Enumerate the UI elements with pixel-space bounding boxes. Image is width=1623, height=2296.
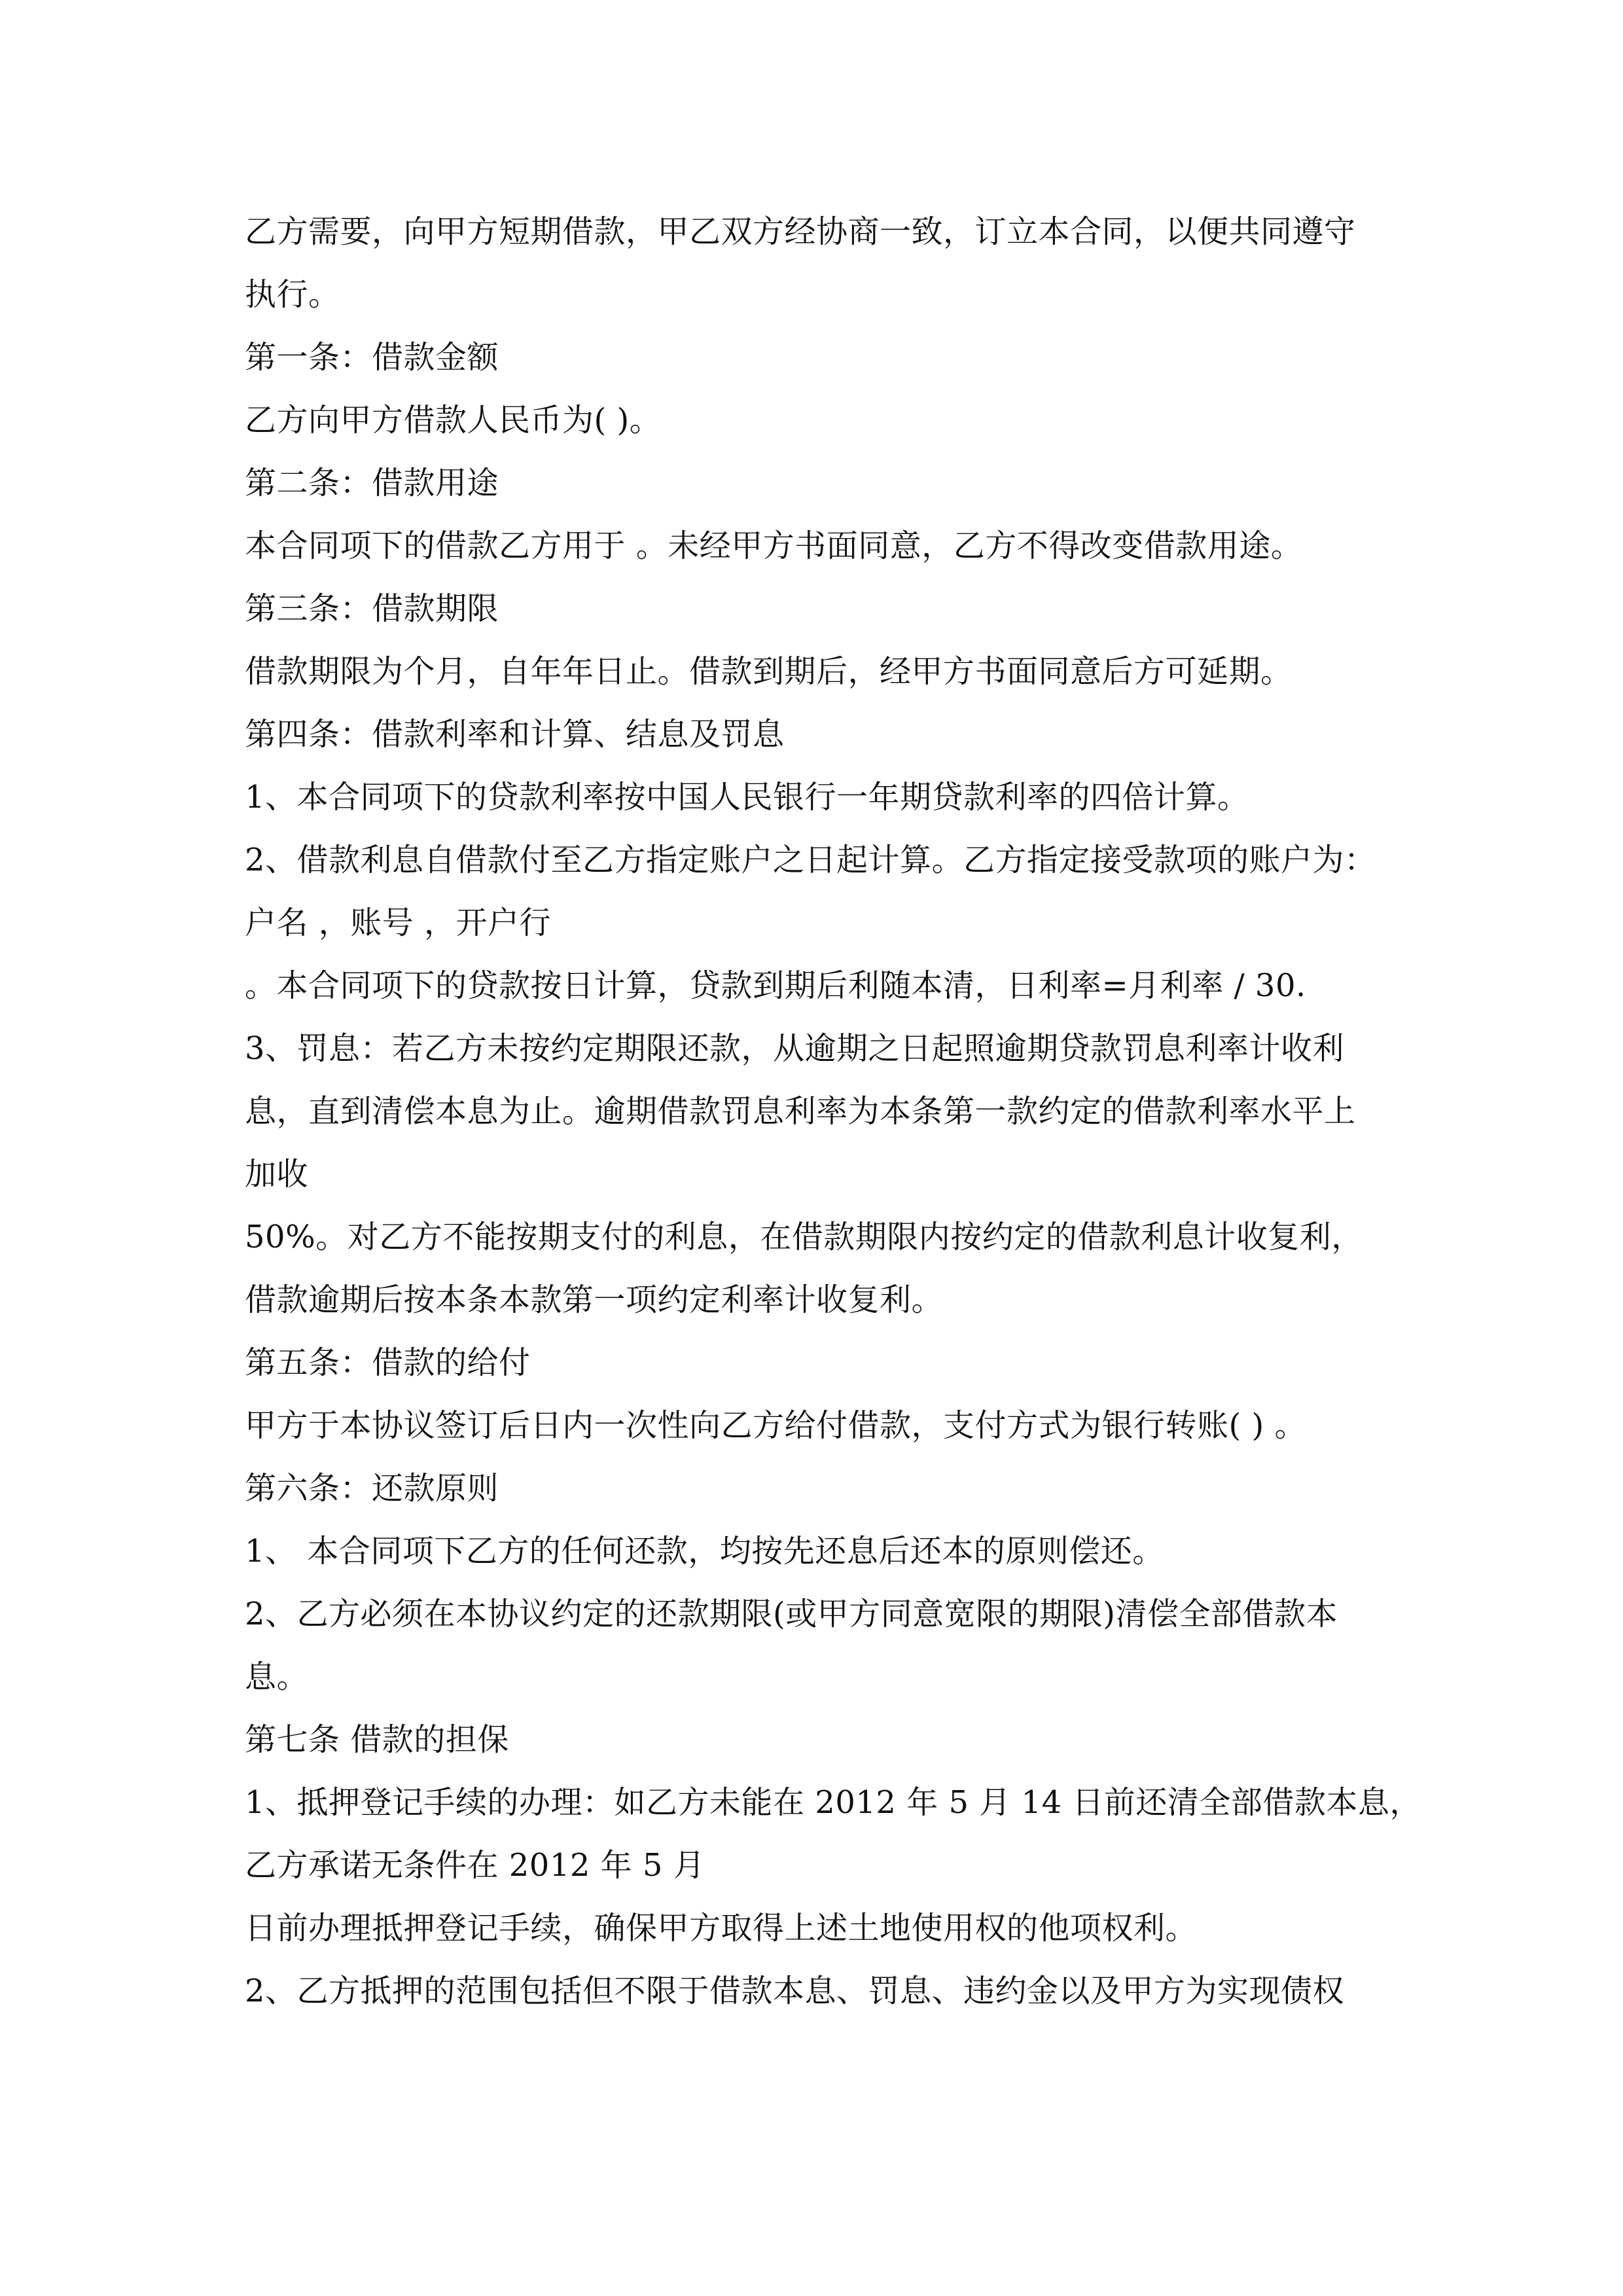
- text-line: 本合同项下的借款乙方用于 。未经甲方书面同意，乙方不得改变借款用途。: [245, 528, 1303, 564]
- text-line: 50%。对乙方不能按期支付的利息，在借款期限内按约定的借款利息计收复利，: [245, 1219, 1363, 1255]
- text-line: 1、本合同项下的贷款利率按中国人民银行一年期贷款利率的四倍计算。: [245, 779, 1249, 816]
- document-body: [245, 200, 1421, 2022]
- section-heading-6: 第六条：还款原则: [245, 1470, 499, 1507]
- text-line: 借款逾期后按本条本款第一项约定利率计收复利。: [245, 1282, 944, 1318]
- text-line: 息，直到清偿本息为止。逾期借款罚息利率为本条第一款约定的借款利率水平上: [245, 1093, 1356, 1130]
- text-line: 3、罚息：若乙方未按约定期限还款，从逾期之日起照逾期贷款罚息利率计收利: [245, 1030, 1345, 1067]
- text-line: 1、 本合同项下乙方的任何还款，均按先还息后还本的原则偿还。: [245, 1533, 1164, 1570]
- text-line: 甲方于本协议签订后日内一次性向乙方给付借款，支付方式为银行转账( ) 。: [245, 1407, 1306, 1444]
- text-line: 1、抵押登记手续的办理：如乙方未能在 2012 年 5 月 14 日前还清全部借款本息，: [245, 1784, 1421, 1821]
- section-heading-3: 第三条：借款期限: [245, 590, 499, 627]
- section-heading-7: 第七条 借款的担保: [245, 1721, 509, 1758]
- text-line: 。本合同项下的贷款按日计算，贷款到期后利随本清，日利率=月利率 / 30.: [245, 967, 1306, 1004]
- section-heading-5: 第五条：借款的给付: [245, 1344, 531, 1381]
- text-line: 户名 ，账号 ，开户行: [245, 905, 552, 941]
- section-heading-2: 第二条：借款用途: [245, 465, 499, 501]
- text-line: 乙方需要，向甲方短期借款，甲乙双方经协商一致，订立本合同，以便共同遵守: [245, 213, 1356, 250]
- text-line: 执行。: [245, 276, 340, 313]
- text-line: 2、乙方抵押的范围包括但不限于借款本息、罚息、违约金以及甲方为实现债权: [245, 1973, 1345, 2009]
- section-heading-4: 第四条：借款利率和计算、结息及罚息: [245, 716, 785, 753]
- text-line: 乙方向甲方借款人民币为( )。: [245, 402, 662, 439]
- text-line: 加收: [245, 1156, 309, 1193]
- text-line: 借款期限为个月，自年年日止。借款到期后，经甲方书面同意后方可延期。: [245, 653, 1293, 690]
- text-line: 息。: [245, 1659, 309, 1695]
- text-line: 乙方承诺无条件在 2012 年 5 月: [245, 1847, 705, 1884]
- text-line: 2、乙方必须在本协议约定的还款期限(或甲方同意宽限的期限)清偿全部借款本: [245, 1596, 1338, 1632]
- section-heading-1: 第一条：借款金额: [245, 339, 499, 376]
- text-line: 日前办理抵押登记手续，确保甲方取得上述土地使用权的他项权利。: [245, 1910, 1198, 1946]
- text-line: 2、借款利息自借款付至乙方指定账户之日起计算。乙方指定接受款项的账户为：: [245, 842, 1376, 878]
